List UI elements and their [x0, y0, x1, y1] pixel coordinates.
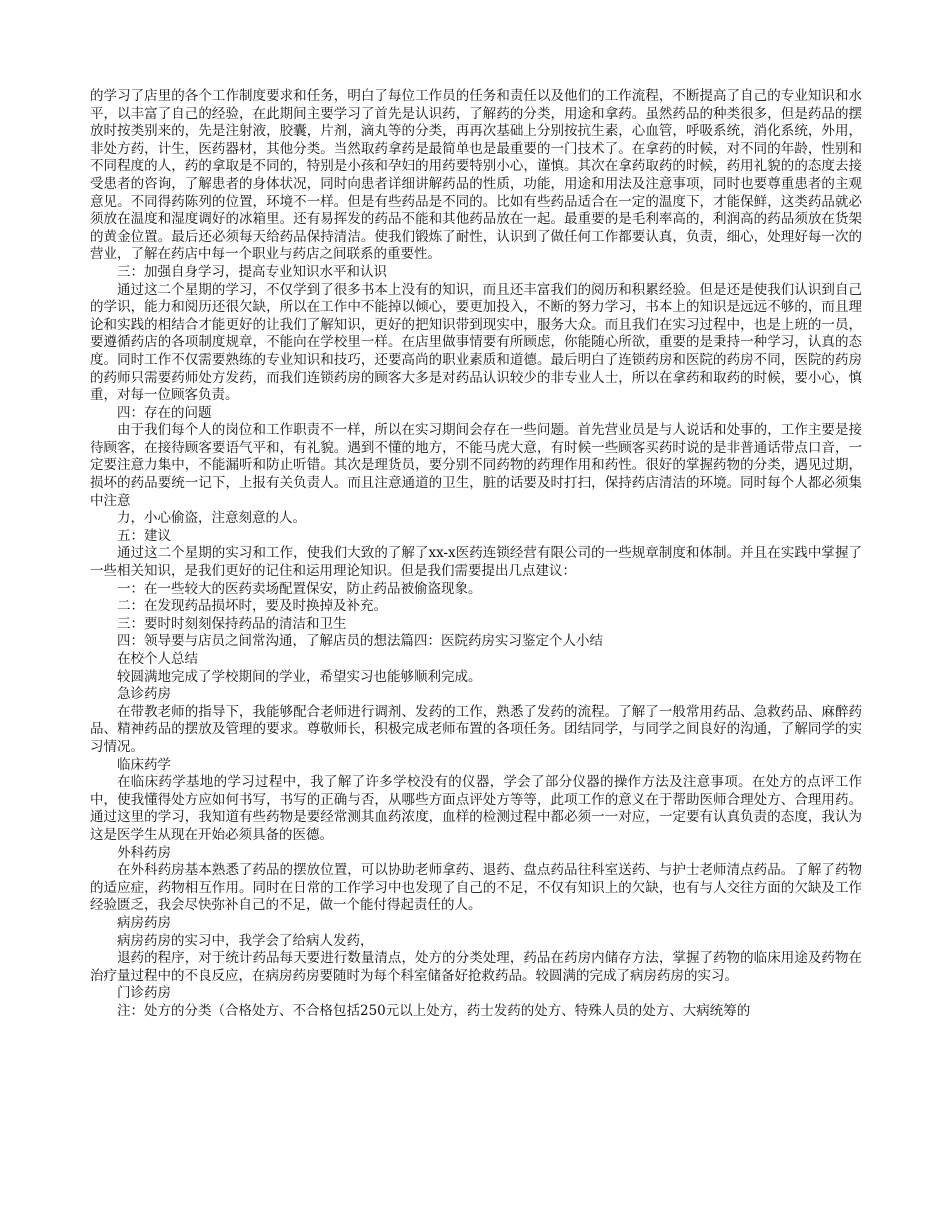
paragraph: 临床药学: [117, 756, 171, 773]
paragraph: 外科药房: [117, 844, 171, 861]
paragraph: 在带教老师的指导下，我能够配合老师进行调剂、发药的工作，熟悉了发药的流程。了解了一般常用药品、急救药品、麻醉药品、精神药品的摆放及管理的要求。尊敬师长，积极完成老师布置的各项任务。团结同学，与同学之间良好的沟通，了解同学的实习情况。: [90, 703, 862, 755]
paragraph: 一：在一些较大的医药卖场配置保安，防止药品被偷盗现象。: [117, 580, 482, 597]
paragraph: 在临床药学基地的学习过程中，我了解了许多学校没有的仪器，学会了部分仪器的操作方法及注意事项。在处方的点评工作中，使我懂得处方应如何书写，书写的正确与否，从哪些方面点评处方等等，此项工作的意义在于帮助医师合理处方、合理用药。通过这里的学习，我知道有些药物是要经常测其血药浓度，血样的检测过程中都必须一一对应，一定要有认真负责的态度，我认为这是医学生从现在开始必须具备的医德。: [90, 774, 862, 843]
paragraph: 四：领导要与店员之间常沟通，了解店员的想法篇四：医院药房实习鉴定个人小结: [117, 633, 603, 650]
paragraph: 在外科药房基本熟悉了药品的摆放位置，可以协助老师拿药、退药、盘点药品往科室送药、与护士老师清点药品。了解了药物的适应症，药物相互作用。同时在日常的工作学习中也发现了自己的不足，不仅有知识上的欠缺，也有与人交往方面的欠缺及工作经验匮乏，我会尽快弥补自己的不足，做一个能付得起责任的人。: [90, 862, 862, 914]
paragraph: 三：加强自身学习，提高专业知识水平和认识: [117, 263, 387, 280]
paragraph: 急诊药房: [117, 686, 171, 703]
paragraph: 由于我们每个人的岗位和工作职责不一样，所以在实习期间会存在一些问题。首先营业员是与人说话和处事的，工作主要是接待顾客，在接待顾客要语气平和，有礼貌。遇到不懂的地方，不能马虎大意，有时候一些顾客买药时说的是非普通话带点口音，一定要注意力集中，不能漏听和防止听错。其次是理货员，要分别不同药物的药理作用和药性。很好的掌握药物的分类，遇见过期，损坏的药品要统一记下，上报有关负责人。而且注意通道的卫生，脏的话要及时打扫，保持药店清洁的环境。同时每个人都必须集中注意: [90, 422, 862, 509]
paragraph: 病房药房的实习中，我学会了给病人发药，: [117, 932, 374, 949]
paragraph: 三：要时时刻刻保持药品的清洁和卫生: [117, 615, 347, 632]
paragraph: 力，小心偷盗，注意刻意的人。: [117, 510, 306, 527]
paragraph: 门诊药房: [117, 985, 171, 1002]
paragraph: 五：建议: [117, 527, 171, 544]
paragraph: 病房药房: [117, 914, 171, 931]
document-body: [90, 88, 862, 1020]
paragraph: 通过这二个星期的学习，不仅学到了很多书本上没有的知识，而且还丰富我们的阅历和积累经验。但是还是使我们认识到自己的学识，能力和阅历还很欠缺，所以在工作中不能掉以倾心，要更加投入，不断的努力学习，书本上的知识是远远不够的，而且理论和实践的相结合才能更好的让我们了解知识，更好的把知识带到现实中，服务大众。而且我们在实习过程中，也是上班的一员，要遵循药店的各项制度规章，不能向在学校里一样。在店里做事情要有所顾虑，你能随心所欲，重要的是秉持一种学习，认真的态度。同时工作不仅需要熟练的专业知识和技巧，还要高尚的职业素质和道德。最后明白了连锁药房和医院的药房不同，医院的药房的药师只需要药师处方发药，而我们连锁药房的顾客大多是对药品认识较少的非专业人士，所以在拿药和取药的时候，要小心，慎重，对每一位顾客负责。: [90, 281, 862, 404]
paragraph: 的学习了店里的各个工作制度要求和任务，明白了每位工作员的任务和责任以及他们的工作流程，不断提高了自己的专业知识和水平，以丰富了自己的经验，在此期间主要学习了首先是认识药，了解药的分类，用途和拿药。虽然药品的种类很多，但是药品的摆放时按类别来的，先是注射液，胶囊，片剂，滴丸等的分类，再再次基础上分别按抗生素，心血管，呼吸系统，消化系统，外用，非处方药，计生，医药器材，其他分类。当然取药拿药是最简单也是最重要的一门技术了。在拿药的时候，对不同的年龄，性别和不同程度的人，药的拿取是不同的，特别是小孩和孕妇的用药要特别小心，谨慎。其次在拿药取药的时候，药用礼貌的的态度去接受患者的咨询，了解患者的身体状况，同时向患者详细讲解药品的性质，功能，用途和用法及注意事项，同时也要尊重患者的主观意见。不同得药陈列的位置，环境不一样。但是有些药品是不同的。比如有些药品适合在一定的温度下，才能保鲜，这类药品就必须放在温度和湿度调好的冰箱里。还有易挥发的药品不能和其他药品放在一起。最重要的是毛利率高的，利润高的药品须放在货架的黄金位置。最后还必须每天给药品保持清洁。使我们锻炼了耐性，认识到了做任何工作都要认真，负责，细心，处理好每一次的营业，了解在药店中每一个职业与药店之间联系的重要性。: [90, 88, 862, 263]
paragraph: 通过这二个星期的实习和工作，使我们大致的了解了xx-x医药连锁经营有限公司的一些规章制度和体制。并且在实践中掌握了一些相关知识，是我们更好的记住和运用理论知识。但是我们需要提出几点建议：: [90, 545, 862, 580]
paragraph: 二：在发现药品损坏时，要及时换掉及补充。: [117, 598, 387, 615]
paragraph: 四：存在的问题: [117, 404, 212, 421]
paragraph: 注：处方的分类（合格处方、不合格包括250元以上处方，药士发药的处方、特殊人员的处方、大病统筹的: [117, 1002, 751, 1019]
paragraph: 退药的程序，对于统计药品每天要进行数量清点，处方的分类处理，药品在药房内储存方法，掌握了药物的临床用途及药物在治疗量过程中的不良反应，在病房药房要随时为每个科室储备好抢救药品。较圆满的完成了病房药房的实习。: [90, 950, 862, 984]
paragraph: 较圆满地完成了学校期间的学业，希望实习也能够顺利完成。: [117, 668, 482, 685]
paragraph: 在校个人总结: [117, 651, 198, 667]
